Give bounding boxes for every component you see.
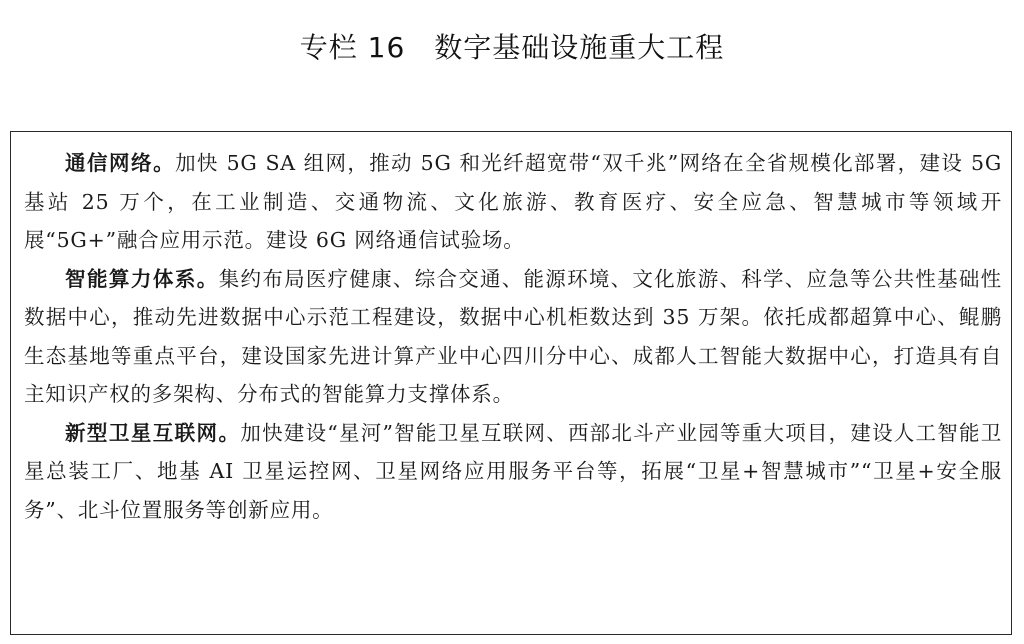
paragraph-heading: 智能算力体系。 (65, 266, 219, 291)
paragraph-computing-power (24, 260, 1002, 414)
paragraph-satellite-internet (24, 414, 1002, 530)
paragraph-heading: 通信网络。 (65, 151, 176, 175)
paragraph-text: 集约布局医疗健康、综合交通、能源环境、文化旅游、科学、应急等公共性基础性数据中心，推动先进数据中心示范工程建设，数据中心机柜数达到 35 万架。依托成都超算中心、鲲鹏生态基地等重点平台，建设国家先进计算产业中心四川分中心、成都人工智能大数据中心，打造具有自主知识产权的多架构、分布式的智能算力支撑体系。 (24, 266, 1002, 406)
paragraph-communication-network (24, 144, 1002, 260)
column-box (10, 131, 1012, 635)
page-title: 专栏 16 数字基础设施重大工程 (299, 31, 725, 64)
paragraph-text: 加快建设“星河”智能卫星互联网、西部北斗产业园等重大项目，建设人工智能卫星总装工厂、地基 AI 卫星运控网、卫星网络应用服务平台等，拓展“卫星+智慧城市”“卫星+安全服务”、北斗位置服务等创新应用。 (24, 420, 1003, 522)
paragraph-heading: 新型卫星互联网。 (65, 420, 241, 445)
paragraph-text: 加快 5G SA 组网，推动 5G 和光纤超宽带“双千兆”网络在全省规模化部署，建设 5G 基站 25 万个，在工业制造、交通物流、文化旅游、教育医疗、安全应急、智慧城市等领域开展“5G+”融合应用示范。建设 6G 网络通信试验场。 (24, 151, 1002, 252)
